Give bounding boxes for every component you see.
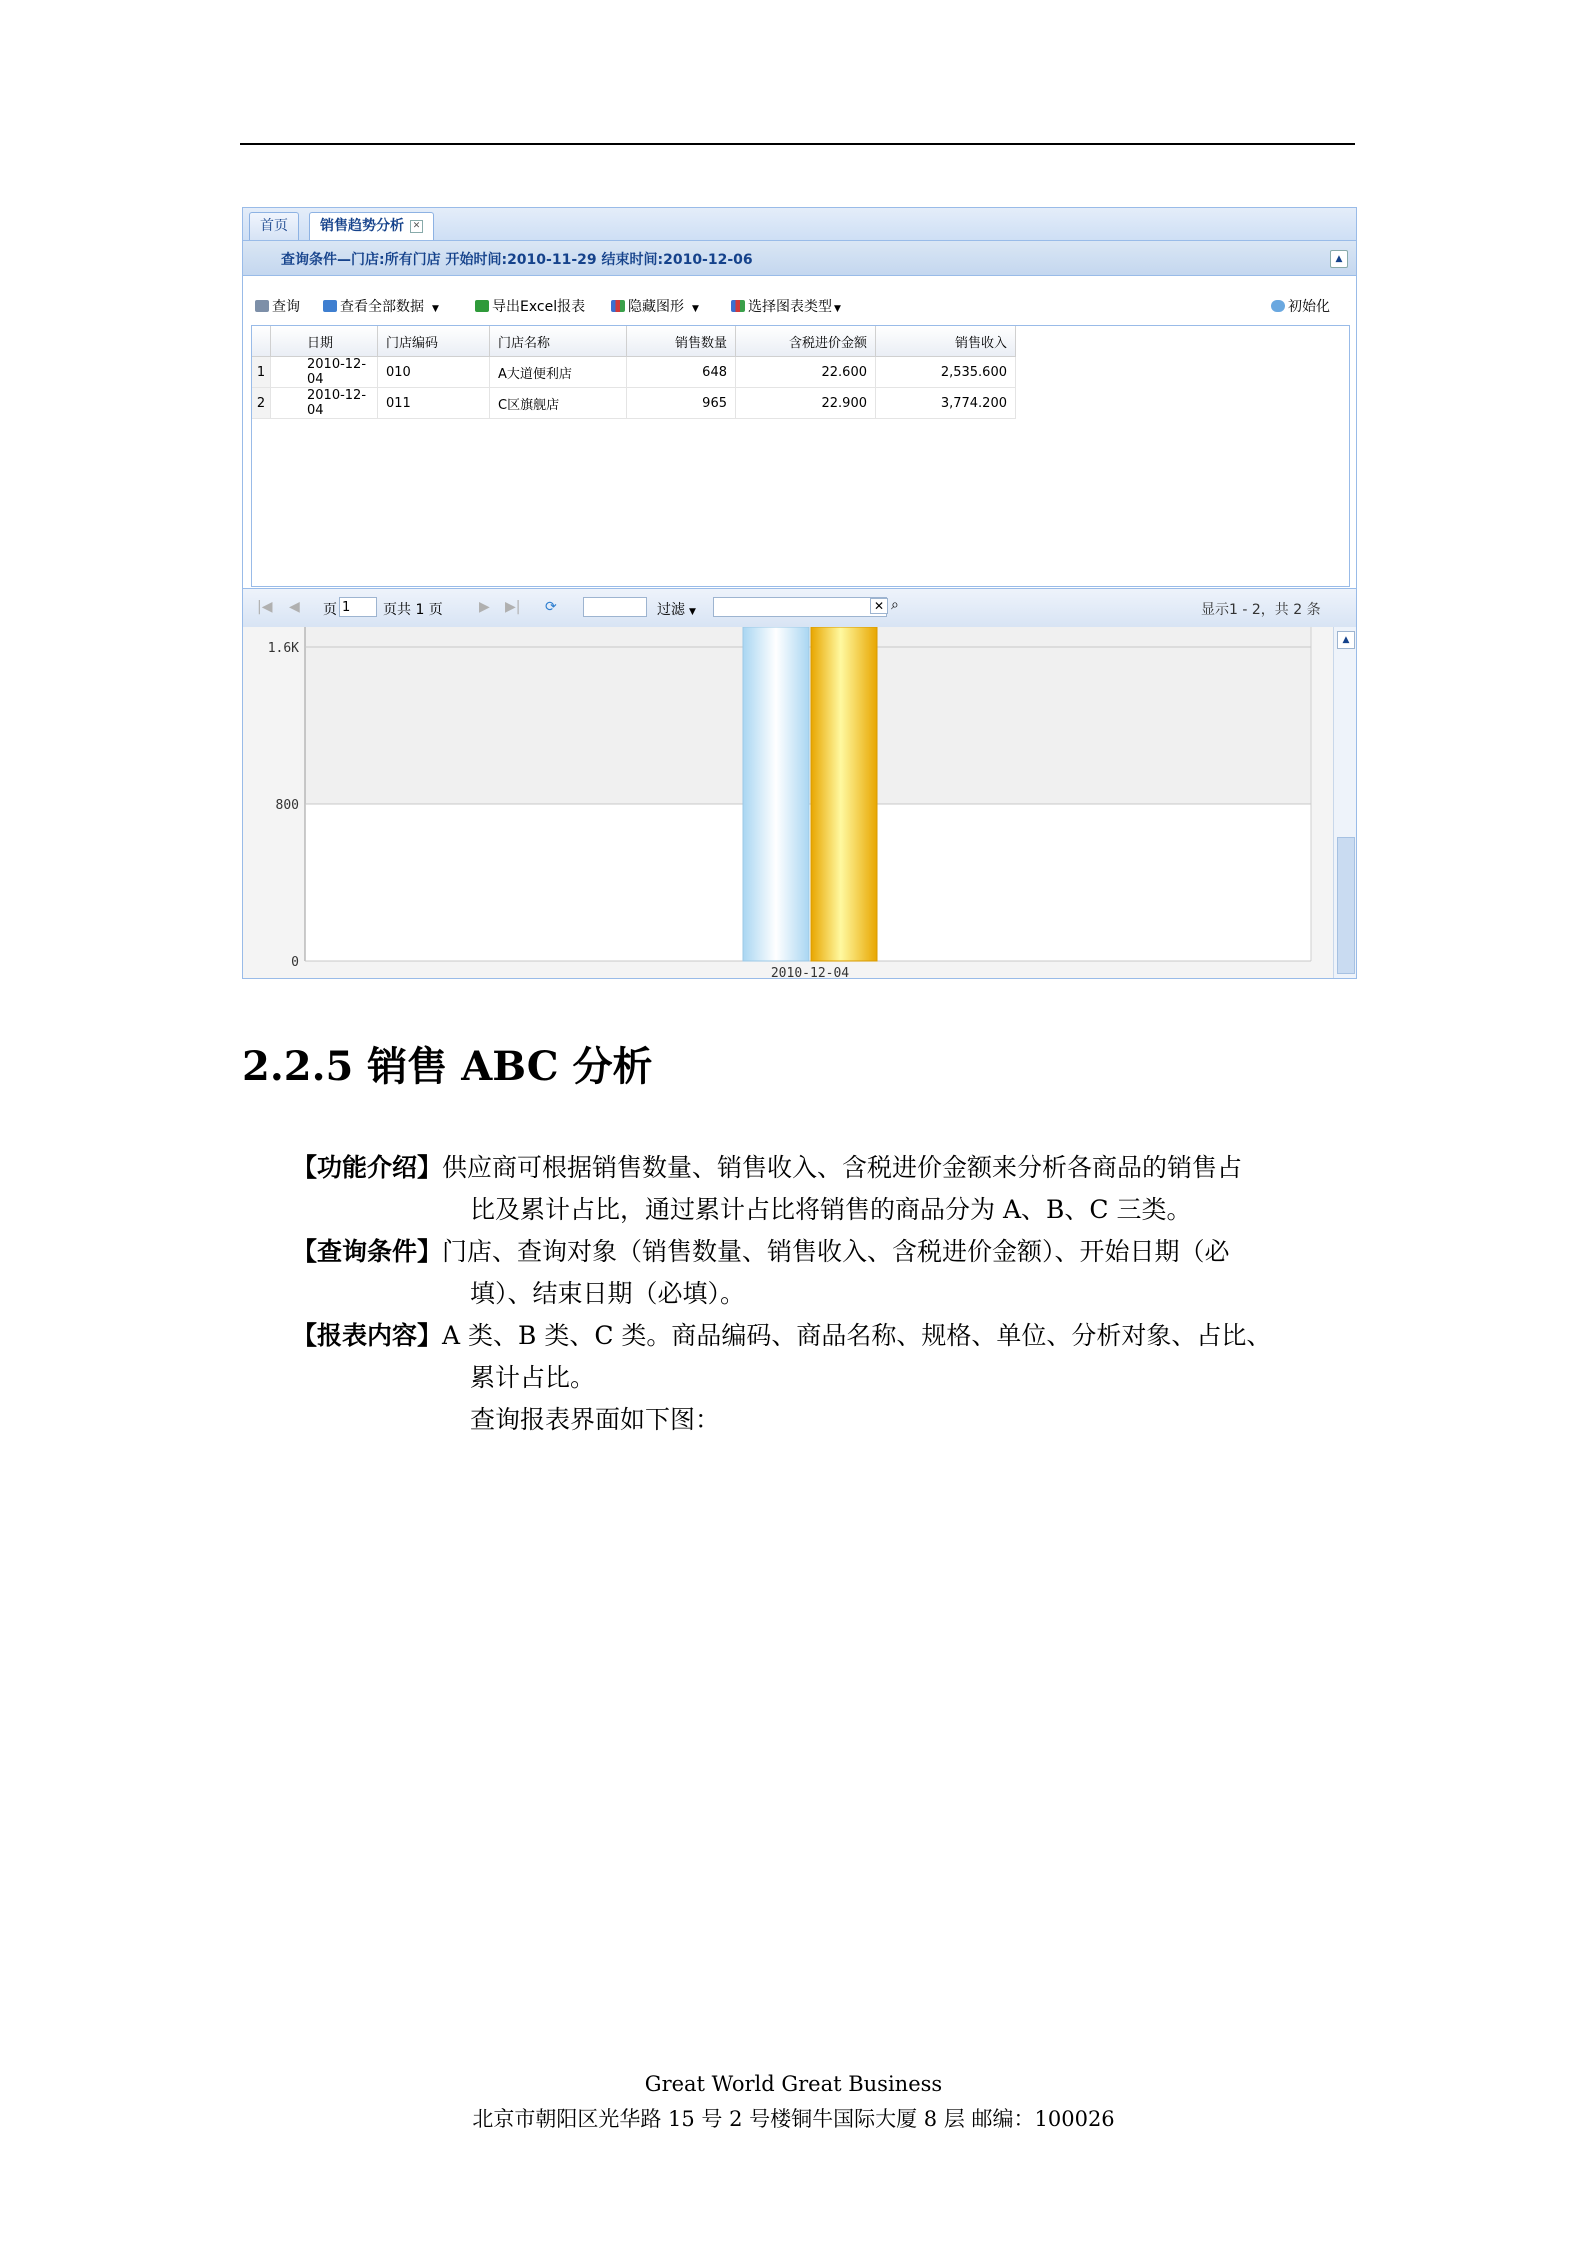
cell-store-code: 010 xyxy=(378,357,490,388)
bar-chart-icon xyxy=(731,300,745,312)
query-condition-bar xyxy=(243,241,1356,276)
cell-qty: 965 xyxy=(627,388,736,419)
cell-qty: 648 xyxy=(627,357,736,388)
tab-bar xyxy=(243,208,1356,241)
cell-store-name: C区旗舰店 xyxy=(490,388,627,419)
column-header[interactable]: 销售收入 xyxy=(876,326,1016,357)
vertical-scrollbar[interactable] xyxy=(1333,627,1356,978)
scroll-up-icon[interactable]: ▲ xyxy=(1337,631,1355,649)
row-number: 2 xyxy=(252,388,271,419)
column-header[interactable]: 含税进价金额 xyxy=(736,326,876,357)
refresh-icon xyxy=(1271,300,1285,312)
bar[interactable] xyxy=(743,627,809,961)
row-number: 1 xyxy=(252,357,271,388)
dropdown-arrow-icon: ▼ xyxy=(432,304,439,314)
cell-revenue: 2,535.600 xyxy=(876,357,1016,388)
page-size-input[interactable] xyxy=(583,597,647,617)
export-excel-button[interactable]: 导出Excel报表 xyxy=(475,296,585,316)
collapse-up-icon[interactable]: ▲ xyxy=(1330,250,1348,268)
footer-address: 北京市朝阳区光华路 15 号 2 号楼铜牛国际大厦 8 层 邮编：100026 xyxy=(472,2107,1115,2131)
paragraph-label: 【查询条件】 xyxy=(292,1237,443,1266)
paragraph-line: 累计占比。 xyxy=(470,1363,596,1392)
search-icon[interactable]: ⌕ xyxy=(891,597,899,613)
filter-input[interactable] xyxy=(713,597,887,617)
scrollbar-thumb[interactable] xyxy=(1337,837,1355,974)
toolbar xyxy=(243,291,1356,319)
tab-home[interactable]: 首页 xyxy=(249,212,299,240)
page-number-input[interactable]: 1 xyxy=(339,597,377,617)
chart-type-button[interactable]: 选择图表类型 ▼ xyxy=(731,296,841,316)
paragraph-line: 【报表内容】A 类、B 类、C 类。商品编码、商品名称、规格、单位、分析对象、占比、 xyxy=(292,1321,1272,1350)
paragraph-line: 【功能介绍】供应商可根据销售数量、销售收入、含税进价金额来分析各商品的销售占 xyxy=(292,1153,1243,1182)
last-page-icon[interactable]: ▶| xyxy=(505,599,521,615)
total-pages-text: 页共 1 页 xyxy=(383,602,443,618)
table-icon xyxy=(323,300,337,312)
bar[interactable] xyxy=(811,627,877,961)
paragraph-line: 填）、结束日期（必填）。 xyxy=(470,1279,746,1308)
footer-slogan: Great World Great Business xyxy=(644,2072,943,2096)
bar-chart-icon xyxy=(611,300,625,312)
column-header[interactable]: 门店编码 xyxy=(378,326,490,357)
row-number-header xyxy=(252,326,271,357)
first-page-icon[interactable]: |◀ xyxy=(257,599,273,615)
app-screenshot xyxy=(242,207,1357,979)
paragraph-line: 比及累计占比，通过累计占比将销售的商品分为 A、B、C 三类。 xyxy=(470,1195,1192,1224)
paragraph-line: 【查询条件】门店、查询对象（销售数量、销售收入、含税进价金额）、开始日期（必 xyxy=(292,1237,1230,1266)
prev-page-icon[interactable]: ◀ xyxy=(289,599,300,615)
paragraph-line: 查询报表界面如下图： xyxy=(470,1405,721,1434)
data-grid xyxy=(251,325,1350,587)
page-label: 页 xyxy=(323,602,337,618)
clear-icon[interactable]: ✕ xyxy=(870,598,888,614)
close-icon[interactable]: ✕ xyxy=(410,220,423,233)
cell-cost: 22.600 xyxy=(736,357,876,388)
query-condition-text: 查询条件—门店:所有门店 开始时间:2010-11-29 结束时间:2010-12-06 xyxy=(281,252,753,268)
paging-toolbar xyxy=(243,588,1356,628)
dropdown-arrow-icon: ▼ xyxy=(834,304,841,314)
paragraph-label: 【功能介绍】 xyxy=(292,1153,443,1182)
table-header-row xyxy=(252,326,1016,357)
section-heading: 2.2.5 销售 ABC 分析 xyxy=(242,1043,653,1090)
filter-button[interactable]: 过滤 ▼ xyxy=(657,602,696,618)
column-header[interactable]: 门店名称 xyxy=(490,326,627,357)
cell-revenue: 3,774.200 xyxy=(876,388,1016,419)
y-tick-label: 800 xyxy=(275,798,299,813)
excel-icon xyxy=(475,300,489,312)
cell-store-name: A大道便利店 xyxy=(490,357,627,388)
paragraph-label: 【报表内容】 xyxy=(292,1321,443,1350)
dropdown-arrow-icon: ▼ xyxy=(689,607,696,617)
column-header[interactable]: 销售数量 xyxy=(627,326,736,357)
next-page-icon[interactable]: ▶ xyxy=(479,599,490,615)
view-all-button[interactable]: 查看全部数据 ▼ xyxy=(323,296,439,316)
table-row[interactable] xyxy=(252,388,1016,419)
x-tick-label: 2010-12-04 xyxy=(770,966,850,978)
printer-icon xyxy=(255,300,269,312)
y-tick-label: 1.6K xyxy=(267,641,299,656)
query-button[interactable]: 查询 xyxy=(255,296,300,316)
chart-panel xyxy=(243,627,1356,978)
bar-chart xyxy=(243,627,1333,978)
display-info: 显示1 - 2，共 2 条 xyxy=(1201,602,1321,618)
y-tick-label: 0 xyxy=(291,955,299,970)
cell-date: 2010-12-04 xyxy=(271,357,378,388)
table-row[interactable] xyxy=(252,357,1016,388)
tab-sales-trend[interactable]: 销售趋势分析 ✕ xyxy=(309,212,434,240)
refresh-icon[interactable]: ⟳ xyxy=(545,599,557,615)
cell-cost: 22.900 xyxy=(736,388,876,419)
cell-date: 2010-12-04 xyxy=(271,388,378,419)
header-rule xyxy=(240,143,1355,145)
hide-chart-button[interactable]: 隐藏图形 ▼ xyxy=(611,296,699,316)
cell-store-code: 011 xyxy=(378,388,490,419)
reset-button[interactable]: 初始化 xyxy=(1271,296,1330,316)
dropdown-arrow-icon: ▼ xyxy=(692,304,699,314)
column-header[interactable]: 日期 xyxy=(271,326,378,357)
